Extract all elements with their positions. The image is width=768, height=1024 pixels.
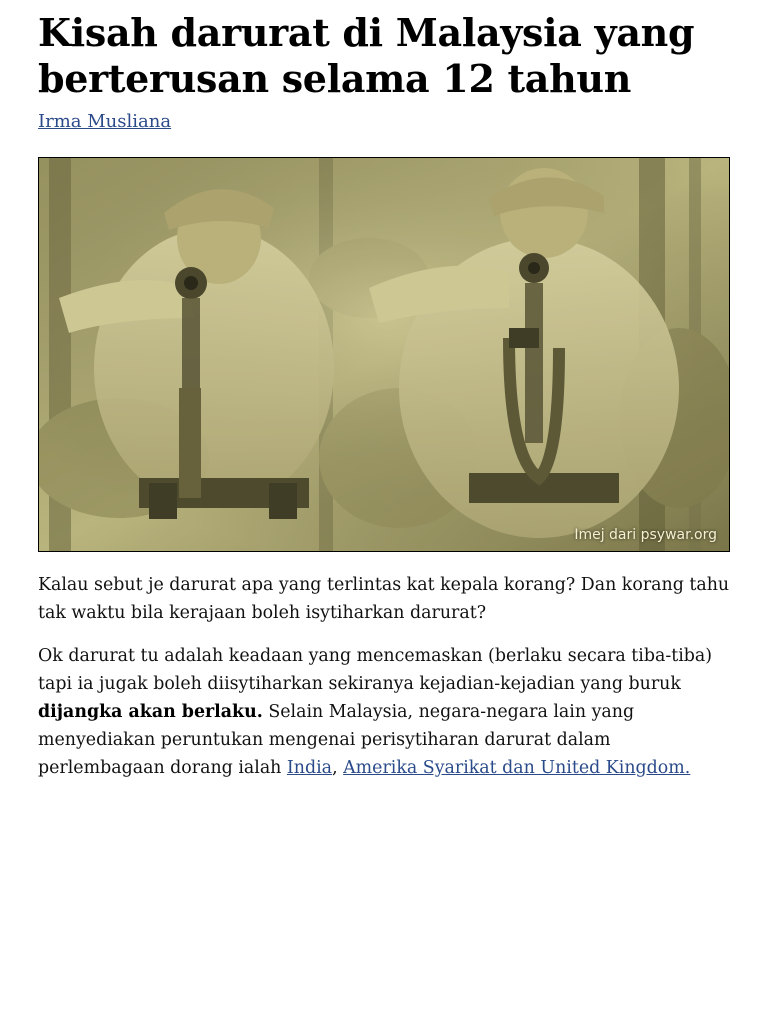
- image-caption: Imej dari psywar.org: [574, 527, 717, 543]
- paragraph-body-text: Ok darurat tu adalah keadaan yang mencemaskan (berlaku secara tiba-tiba) tapi ia jugak boleh diisytiharkan sekiranya kejadian-kejadian yang buruk: [38, 646, 713, 694]
- paragraph-body-bold: dijangka akan berlaku.: [38, 702, 263, 722]
- paragraph-body: [38, 642, 730, 782]
- article-image: [38, 157, 730, 552]
- article: [38, 0, 730, 782]
- link-india[interactable]: India: [286, 758, 333, 778]
- byline: [38, 110, 730, 134]
- link-usa-uk[interactable]: Amerika Syarikat dan United Kingdom.: [343, 758, 691, 778]
- soldiers-photo: [39, 158, 730, 552]
- article-title: Kisah darurat di Malaysia yang berterusan selama 12 tahun: [38, 10, 695, 101]
- paragraph-intro: Kalau sebut je darurat apa yang terlintas kat kepala korang? Dan korang tahu tak waktu bila kerajaan boleh isytiharkan darurat?: [38, 575, 730, 623]
- paragraph-body-text-middle: Selain Malaysia, negara-negara lain yang menyediakan peruntukan mengenai perisytiharan darurat dalam perlembagaan dorang ialah: [38, 702, 635, 778]
- author-link[interactable]: Irma Musliana: [38, 111, 172, 132]
- link-separator: ,: [332, 758, 344, 778]
